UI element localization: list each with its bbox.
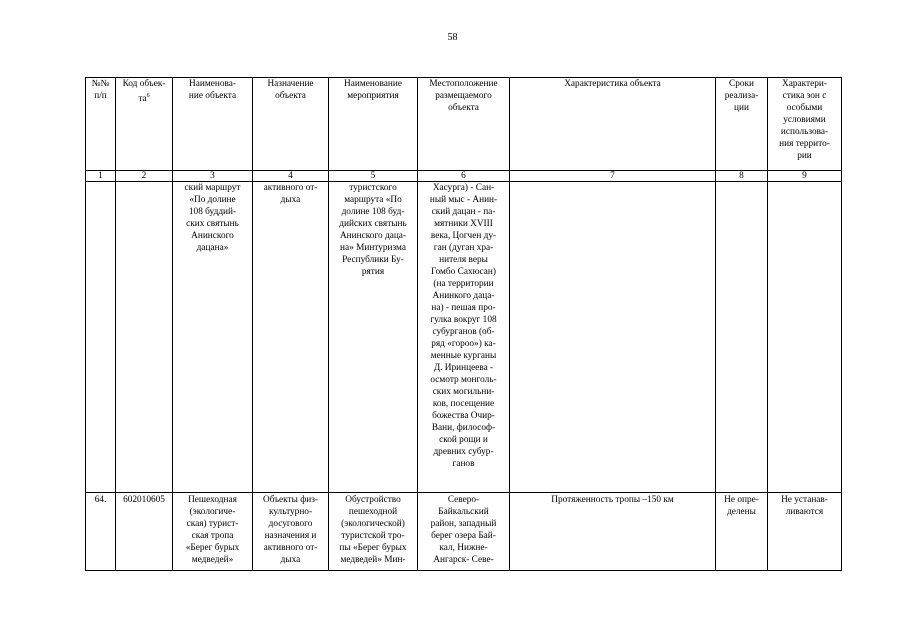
header-cell-number: №№ п/п bbox=[86, 78, 116, 171]
row-number-cell: 64. bbox=[86, 493, 116, 571]
column-number: 7 bbox=[510, 171, 716, 182]
header-cell-terms: Сроки реализа- ции bbox=[716, 78, 768, 171]
table-cell bbox=[86, 182, 116, 493]
objects-table bbox=[85, 77, 842, 571]
column-number: 2 bbox=[116, 171, 173, 182]
table-cell bbox=[716, 182, 768, 493]
column-number: 3 bbox=[173, 171, 253, 182]
column-number: 6 bbox=[418, 171, 510, 182]
column-number: 9 bbox=[768, 171, 842, 182]
page-number: 58 bbox=[447, 32, 458, 43]
table-header-row bbox=[86, 78, 842, 171]
table-cell: активного от- дыха bbox=[253, 182, 329, 493]
table-cell bbox=[510, 182, 716, 493]
table-row-64 bbox=[86, 493, 842, 571]
footnote-marker: 6 bbox=[146, 93, 150, 99]
terms-cell: Не опре- делены bbox=[716, 493, 768, 571]
column-number: 8 bbox=[716, 171, 768, 182]
header-cell-purpose: Назначение объекта bbox=[253, 78, 329, 171]
table-row-continuation bbox=[86, 182, 842, 493]
measure-cell: Обустройство пешеходной (экологической) туристской тро- пы «Берег бурых медведей» Мин- bbox=[329, 493, 418, 571]
zones-cell: Не устанав- ливаются bbox=[768, 493, 842, 571]
location-cell: Северо- Байкальский район, западный берег озера Бай- кал, Нижне- Ангарск- Севе- bbox=[418, 493, 510, 571]
header-cell-name: Наименова- ние объекта bbox=[173, 78, 253, 171]
table-cell bbox=[116, 182, 173, 493]
column-number: 5 bbox=[329, 171, 418, 182]
table-cell: Хасурга) - Сан- ный мыс - Анин- ский дацан - па- мятники XVIII века, Цогчен ду- ган (дуган хра- нителя веры Гомбо Сахюсан) (на территории Анинкого даца- на) - пешая про- гулка вокруг 108 субурганов (об- ряд «гороо») ка- менные курганы Д. Иринцеева - осмотр монголь- ских могильни- ков, посещение божества Очир- Вани, философ- ской рощи и древних субур- ганов bbox=[418, 182, 510, 493]
table-cell: туристского маршрута «По долине 108 буд- дийских святынь Анинского даца- на» Минтуризма Республики Бу- рятия bbox=[329, 182, 418, 493]
column-number: 4 bbox=[253, 171, 329, 182]
table-cell bbox=[768, 182, 842, 493]
table-cell: ский маршрут «По долине 108 буддий- ских святынь Анинского дацана» bbox=[173, 182, 253, 493]
header-cell-characteristics: Характеристика объекта bbox=[510, 78, 716, 171]
object-name-cell: Пешеходная (экологиче- ская) турист- ская тропа «Берег бурых медведей» bbox=[173, 493, 253, 571]
header-cell-measure: Наименование мероприятия bbox=[329, 78, 418, 171]
header-cell-location: Местоположение размещаемого объекта bbox=[418, 78, 510, 171]
column-number-row bbox=[86, 171, 842, 182]
characteristics-cell: Протяженность тропы –150 км bbox=[510, 493, 716, 571]
object-code-cell: 602010605 bbox=[116, 493, 173, 571]
header-cell-code: Код объек- $та^6$ bbox=[116, 78, 173, 171]
column-number: 1 bbox=[86, 171, 116, 182]
header-cell-zones: Характери- стика зон с особыми условиями использова- ния террито- рии bbox=[768, 78, 842, 171]
object-purpose-cell: Объекты физ- культурно- досугового назначения и активного от- дыха bbox=[253, 493, 329, 571]
